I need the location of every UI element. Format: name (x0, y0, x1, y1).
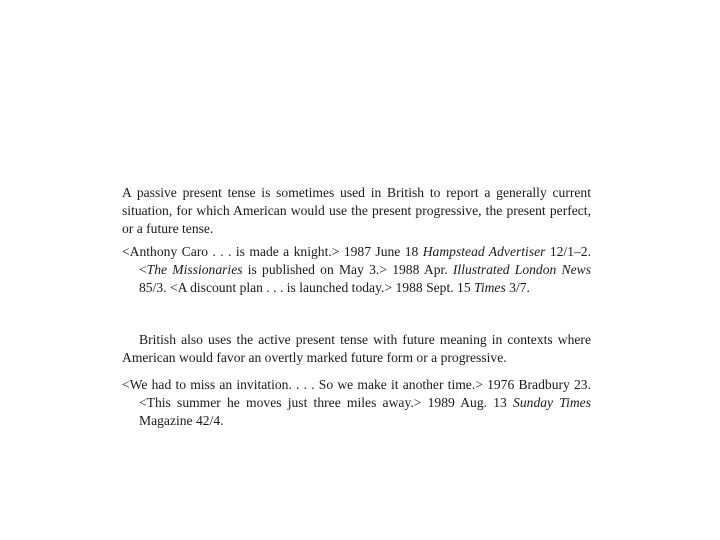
citation-date-2: 1988 Apr. (386, 262, 453, 277)
example-quote-4: <We had to miss an invitation. . . . So we make it another time.> (122, 377, 483, 392)
example-active-citations (122, 376, 591, 430)
citation-page-5: Magazine 42/4. (139, 413, 224, 428)
example-passive-citations (122, 243, 591, 297)
citation-4: 1976 Bradbury 23. (482, 377, 591, 392)
example-quote-3: <A discount plan . . . is launched today.> (169, 280, 393, 295)
example-quote-2-open: < (139, 262, 147, 277)
example-quote-2-rest: is published on May 3.> (242, 262, 387, 277)
citation-source-1: Hampstead Advertiser (422, 244, 546, 259)
citation-date-3: 1988 Sept. 15 (392, 280, 475, 295)
citation-date-5: 1989 Aug. 13 (421, 395, 514, 410)
example-block-active (122, 376, 591, 430)
citation-source-2: Illustrated London News (452, 262, 592, 277)
citation-source-5: Sunday Times (513, 395, 591, 410)
example-block-passive (122, 243, 591, 297)
british-paragraph-block (122, 331, 591, 367)
citation-page-1: 12/1–2. (545, 244, 591, 259)
british-paragraph: British also uses the active present tense with future meaning in contexts where American would favor an overtly marked future form or a progressive. (122, 332, 591, 365)
example-quote-2-title: The Missionaries (146, 262, 243, 277)
intro-paragraph: A passive present tense is sometimes used in British to report a generally current situation, for which American would use the present progressive, the present perfect, or a future tense. (122, 185, 591, 236)
citation-date-1: 1987 June 18 (339, 244, 423, 259)
intro-paragraph-block (122, 184, 591, 238)
example-quote-5: <This summer he moves just three miles away.> (139, 395, 422, 410)
citation-page-2: 85/3. (139, 280, 170, 295)
citation-source-3: Times (474, 280, 506, 295)
citation-page-3: 3/7. (505, 280, 530, 295)
example-quote-1: <Anthony Caro . . . is made a knight.> (122, 244, 340, 259)
